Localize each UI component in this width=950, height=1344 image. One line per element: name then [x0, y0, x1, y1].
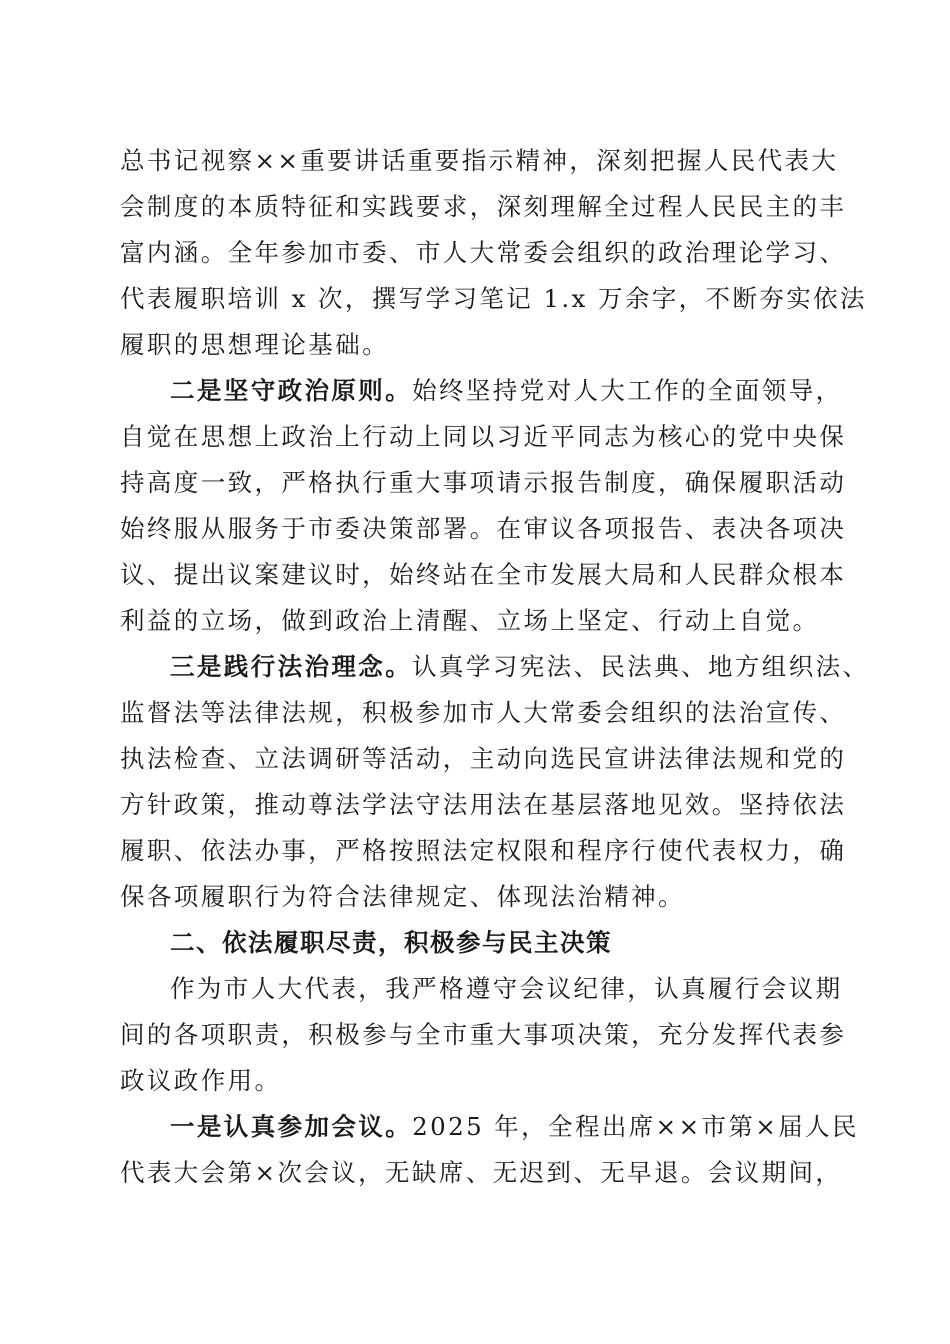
paragraph-first-line: 二是坚守政治原则。始终坚持党对人大工作的全面领导， [170, 376, 843, 405]
body-line: 总书记视察××重要讲话重要指示精神，深刻把握人民代表大 [120, 146, 839, 175]
paragraph-lead: 一是认真参加会议。 [170, 1112, 413, 1141]
body-line: 会制度的本质特征和实践要求，深刻理解全过程人民民主的丰 [120, 192, 847, 221]
body-line: 履职的思想理论基础。 [120, 330, 389, 359]
body-line: 持高度一致，严格执行重大事项请示报告制度，确保履职活动 [120, 468, 847, 497]
body-line: 间的各项职责，积极参与全市重大事项决策，充分发挥代表参 [120, 1020, 847, 1049]
paragraph-first-line: 作为市人大代表，我严格遵守会议纪律，认真履行会议期 [170, 974, 843, 1003]
body-line: 方针政策，推动尊法学法守法用法在基层落地见效。坚持依法 [120, 790, 847, 819]
paragraph-first-line: 一是认真参加会议。2025 年，全程出席××市第×届人民 [170, 1112, 859, 1141]
body-line: 执法检查、立法调研等活动，主动向选民宣讲法律法规和党的 [120, 744, 847, 773]
body-line: 始终服从服务于市委决策部署。在审议各项报告、表决各项决 [120, 514, 847, 543]
body-line: 议、提出议案建议时，始终站在全市发展大局和人民群众根本 [120, 560, 847, 589]
section-heading: 二、依法履职尽责，积极参与民主决策 [170, 928, 612, 957]
body-line: 代表大会第×次会议，无缺席、无迟到、无早退。会议期间， [120, 1158, 843, 1187]
body-line: 自觉在思想上政治上行动上同以习近平同志为核心的党中央保 [120, 422, 847, 451]
paragraph-lead: 三是践行法治理念。 [170, 652, 413, 681]
body-line: 富内涵。全年参加市委、市人大常委会组织的政治理论学习、 [120, 238, 847, 267]
body-line: 保各项履职行为符合法律规定、体现法治精神。 [120, 882, 685, 911]
body-line: 利益的立场，做到政治上清醒、立场上坚定、行动上自觉。 [120, 606, 820, 635]
paragraph-first-line: 三是践行法治理念。认真学习宪法、民法典、地方组织法、 [170, 652, 870, 681]
body-line: 政议政作用。 [120, 1066, 282, 1095]
body-line: 履职、依法办事，严格按照法定权限和程序行使代表权力，确 [120, 836, 847, 865]
body-line: 代表履职培训 x 次，撰写学习笔记 1.x 万余字，不断夯实依法 [120, 284, 867, 313]
body-line: 监督法等法律法规，积极参加市人大常委会组织的法治宣传、 [120, 698, 847, 727]
paragraph-lead: 二是坚守政治原则。 [170, 376, 413, 405]
